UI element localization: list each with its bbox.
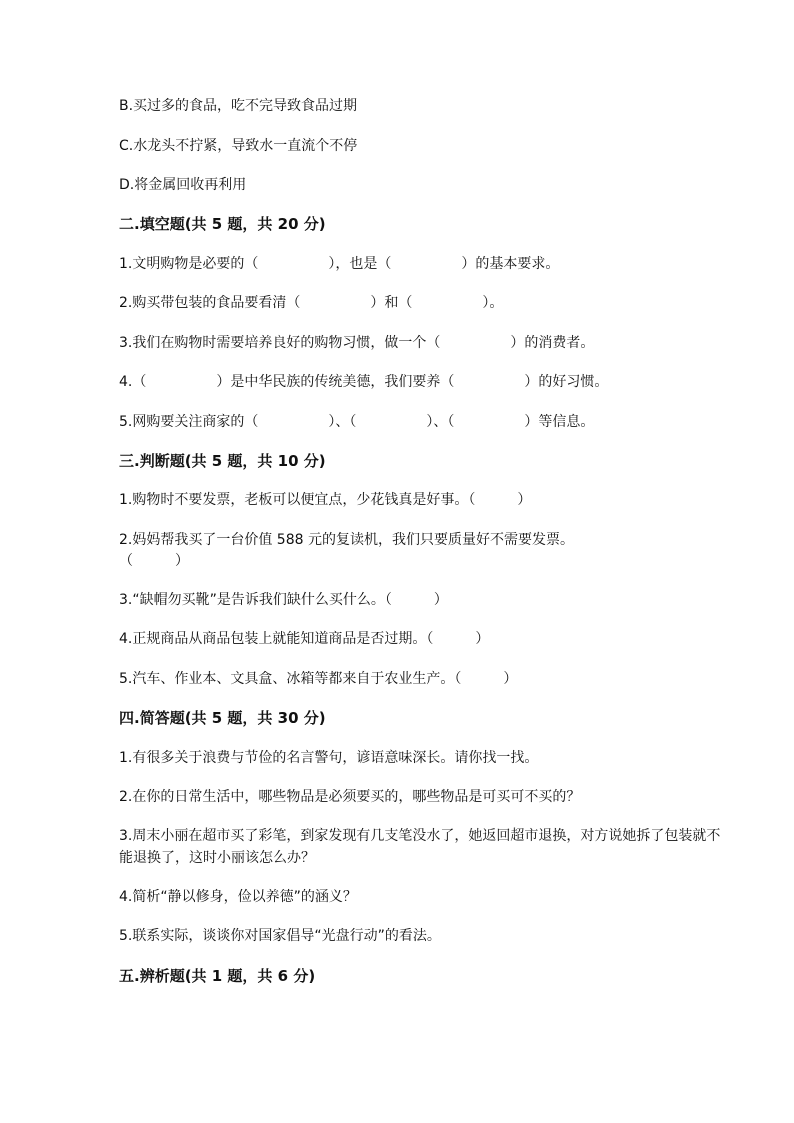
short-question-2: 2.在你的日常生活中，哪些物品是必须要买的，哪些物品是可买可不买的？ (119, 789, 581, 805)
fill-question-3: 3.我们在购物时需要培养良好的购物习惯，做一个（ ）的消费者。 (119, 335, 595, 351)
fill-question-1: 1.文明购物是必要的（ ），也是（ ）的基本要求。 (119, 256, 560, 272)
fill-question-4: 4.（ ）是中华民族的传统美德，我们要养（ ）的好习惯。 (119, 374, 609, 390)
section-heading-fill: 二.填空题(共 5 题，共 20 分) (119, 215, 326, 233)
section-heading-short: 四.简答题(共 5 题，共 30 分) (119, 709, 326, 727)
section-heading-analysis: 五.辨析题(共 1 题，共 6 分) (119, 967, 316, 985)
section-heading-judge: 三.判断题(共 5 题，共 10 分) (119, 452, 326, 470)
short-question-3: 3.周末小丽在超市买了彩笔，到家发现有几支笔没水了，她返回超市退换，对方说她拆了包装就不能退换了，这时小丽该怎么办？ (119, 828, 721, 866)
short-question-4: 4.简析“静以修身，俭以养德”的涵义？ (119, 889, 357, 905)
fill-question-5: 5.网购要关注商家的（ ）、（ ）、（ ）等信息。 (119, 414, 595, 430)
short-question-5: 5.联系实际，谈谈你对国家倡导“光盘行动”的看法。 (119, 928, 441, 944)
option-c: C.水龙头不拧紧，导致水一直流个不停 (119, 138, 358, 154)
judge-question-4: 4.正规商品从商品包装上就能知道商品是否过期。（ ） (119, 631, 490, 647)
option-b: B.买过多的食品，吃不完导致食品过期 (119, 98, 358, 114)
fill-question-2: 2.购买带包装的食品要看清（ ）和（ ）。 (119, 295, 504, 311)
short-question-1: 1.有很多关于浪费与节俭的名言警句，谚语意味深长。请你找一找。 (119, 750, 539, 766)
judge-question-3: 3.“缺帽勿买靴”是告诉我们缺什么买什么。（ ） (119, 592, 448, 608)
judge-question-5: 5.汽车、作业本、文具盒、冰箱等都来自于农业生产。（ ） (119, 671, 518, 687)
judge-question-2: 2.妈妈帮我买了一台价值 588 元的复读机，我们只要质量好不需要发票。 (119, 532, 574, 548)
judge-question-1: 1.购物时不要发票，老板可以便宜点，少花钱真是好事。（ ） (119, 492, 532, 508)
judge-question-2-blank: （ ） (119, 553, 189, 569)
option-d: D.将金属回收再利用 (119, 177, 247, 193)
